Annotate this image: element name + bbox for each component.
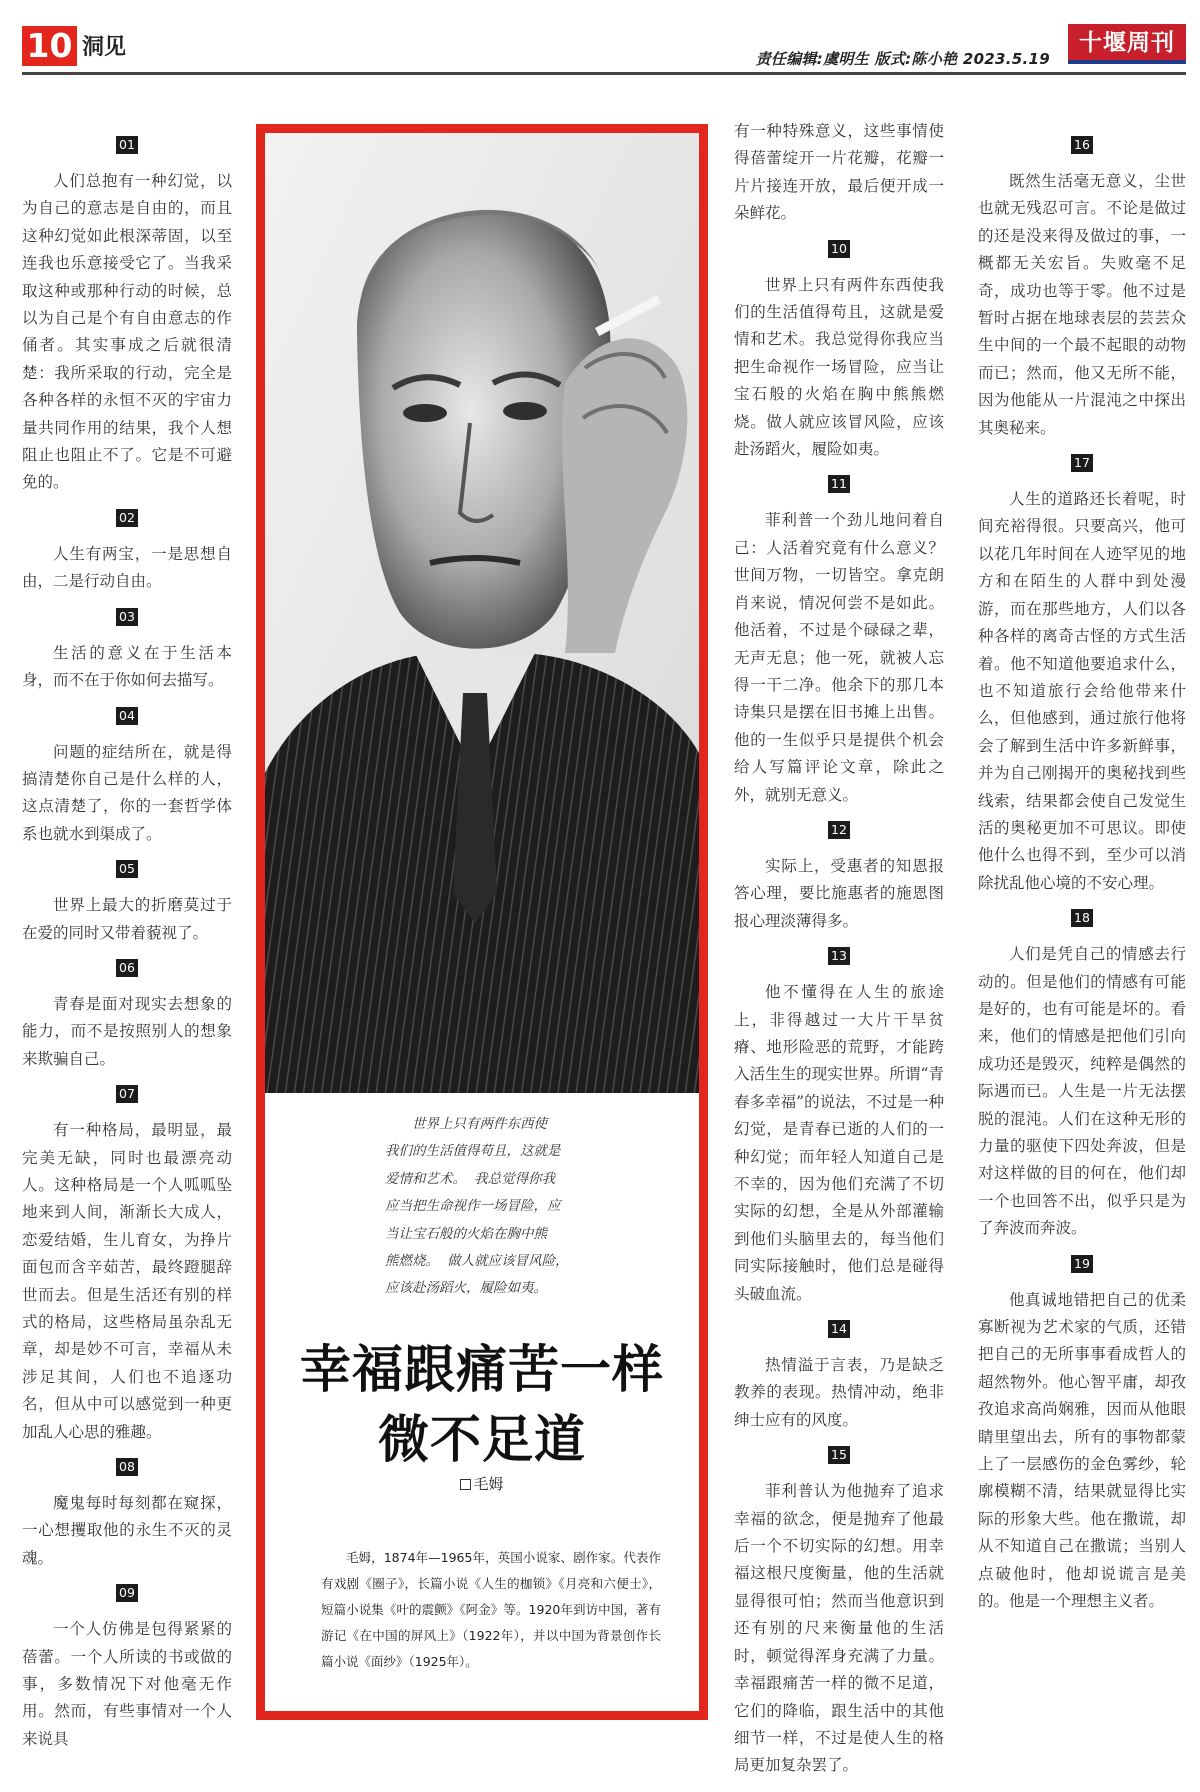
column-3 <box>734 118 944 1792</box>
column-4 <box>978 126 1186 1628</box>
feature-panel <box>256 124 708 1720</box>
section-number: 10 <box>828 240 850 258</box>
section-number: 05 <box>116 860 138 878</box>
section-text: 热情溢于言表，乃是缺乏教养的表现。热情冲动，绝非绅士应有的风度。 <box>734 1356 944 1429</box>
section-text: 生活的意义在于生活本身，而不在于你如何去描写。 <box>22 643 232 690</box>
section-number: 14 <box>828 1320 850 1338</box>
masthead-logo: 十堰周刊 <box>1068 24 1186 64</box>
section-text: 青春是面对现实去想象的能力，而不是按照别人的想象来欺骗自己。 <box>22 994 232 1068</box>
section-number: 11 <box>828 475 850 493</box>
pull-quote-line: 熊燃烧。 做人就应该冒风险， <box>385 1253 569 1270</box>
section-number: 16 <box>1071 136 1093 154</box>
page-number: 10 <box>22 26 77 66</box>
section-number: 13 <box>828 947 850 965</box>
pull-quote-line: 应该赴汤蹈火，履险如夷。 <box>385 1280 547 1297</box>
section-number: 09 <box>116 1584 138 1602</box>
headline-line-1: 幸福跟痛苦一样 <box>299 1340 664 1400</box>
section-text: 菲利普认为他抛弃了追求幸福的欲念，便是抛弃了他最后一个不切实际的幻想。用幸福这根尺度衡量，他的生活就显得很可怕；然而当他意识到还有别的尺来衡量他的生活时，顿觉得浑身充满了力量。幸福跟痛苦一样的微不足道，它们的降临，跟生活中的其他细节一样，不过是使人生的格局更加复杂罢了。 <box>734 1482 944 1775</box>
section-text: 人生的道路还长着呢，时间充裕得很。只要高兴，他可以花几年时间在人迹罕见的地方和在陌生的人群中到处漫游，而在那些地方，人们以各种各样的离奇古怪的方式生活着。他不知道他要追求什么，也不知道旅行会给他带来什么，但他感到，通过旅行他将会了解到生活中许多新鲜事，并为自己刚揭开的奥秘找到些线索，结果都会使自己发觉生活的奥秘更加不可思议。即使他什么也得不到，至少可以消除扰乱他心境的不安心理。 <box>978 490 1186 892</box>
column-1 <box>22 126 232 1765</box>
section-number: 18 <box>1071 909 1093 927</box>
pull-quote <box>385 1111 585 1303</box>
section-text: 菲利普一个劲儿地问着自己：人活着究竟有什么意义？世间万物，一切皆空。拿克朗肖来说，情况何尝不是如此。他活着，不过是个碌碌之辈，无声无息；他一死，就被人忘得一干二净。他余下的那几本诗集只是摆在旧书摊上出售。他的一生似乎只是提供个机会给人写篇评论文章，除此之外，就别无意义。 <box>734 511 944 804</box>
author-name: 毛姆 <box>473 1475 504 1493</box>
section-text: 人们总抱有一种幻觉，以为自己的意志是自由的，而且这种幻觉如此根深蒂固，以至连我也乐意接受它了。当我采取这种或那种行动的时候，总以为自己是个有自由意志的作俑者。其实事成之后就很清楚：我所采取的行动，完全是各种各样的永恒不灭的宇宙力量共同作用的结果，我个人想阻止也阻止不了。它是不可避免的。 <box>22 172 232 492</box>
pull-quote-line: 世界上只有两件东西使 <box>412 1116 547 1132</box>
section-number: 01 <box>116 136 138 154</box>
author-bio: 毛姆，1874年—1965年，英国小说家、剧作家。代表作有戏剧《圈子》，长篇小说《人生的枷锁》《月亮和六便士》，短篇小说集《叶的震颤》《阿金》等。1920年到访中国，著有游记《在中国的屏风上》（1922年），并以中国为背景创作长篇小说《面纱》（1925年）。 <box>321 1550 661 1669</box>
section-text: 有一种格局，最明显，最完美无缺，同时也最漂亮动人。这种格局是一个人呱呱坠地来到人间，渐渐长大成人，恋爱结婚，生儿育女，为挣片面包而含辛茹苦，最终蹬腿辞世而去。但是生活还有别的样式的格局，这些格局虽杂乱无章，却是妙不可言，幸福从未涉足其间，人们也不追逐功名，但从中可以感觉到一种更加乱人心思的雅趣。 <box>22 1121 232 1441</box>
headline-line-2: 微不足道 <box>377 1410 586 1470</box>
section-number: 08 <box>116 1458 138 1476</box>
section-text: 人们是凭自己的情感去行动的。但是他们的情感有可能是好的，也有可能是坏的。看来，他们的情感是把他们引向成功还是毁灭，纯粹是偶然的际遇而已。人生是一片无法摆脱的混沌。人们在这种无形的力量的驱使下四处奔波，但是对这样做的目的何在，他们却一个也回答不出，似乎只是为了奔波而奔波。 <box>978 945 1186 1238</box>
section-number: 04 <box>116 707 138 725</box>
section-text: 魔鬼每时每刻都在窥探，一心想攫取他的永生不灭的灵魂。 <box>22 1494 232 1567</box>
section-number: 15 <box>828 1446 850 1464</box>
section-number: 06 <box>116 959 138 977</box>
section-text: 他不懂得在人生的旅途上，非得越过一大片干旱贫瘠、地形险恶的荒野，才能跨入活生生的现实世界。所谓“青春多幸福”的说法，不过是一种幻觉，是青春已逝的人们的一种幻觉；而年轻人知道自己是不幸的，因为他们充满了不切实际的幻想，全是从外部灌输到他们头脑里去的，每当他们同实际接触时，他们总是碰得头破血流。 <box>734 983 944 1303</box>
page-header <box>22 22 1186 74</box>
section-number: 02 <box>116 509 138 527</box>
portrait-illustration <box>265 133 699 1093</box>
section-text: 他真诚地错把自己的优柔寡断视为艺术家的气质，还错把自己的无所事事看成哲人的超然物外。他心智平庸，却孜孜追求高尚娴雅，因而从他眼睛里望出去，所有的事物都蒙上了一层感伤的金色雾纱，轮廓模糊不清，结果就显得比实际的形象大些。他在撒谎，却从不知道自己在撒谎；当别人点破他时，他却说谎言是美的。他是一个理想主义者。 <box>978 1290 1186 1611</box>
section-number: 17 <box>1071 454 1093 472</box>
article-headline <box>265 1335 699 1475</box>
section-text: 实际上，受惠者的知恩报答心理，要比施惠者的施恩图报心理淡薄得多。 <box>734 856 944 930</box>
byline-box-icon <box>460 1479 471 1490</box>
section-text: 人生有两宝，一是思想自由，二是行动自由。 <box>22 544 232 591</box>
section-number: 03 <box>116 608 138 626</box>
section-text: 既然生活毫无意义，尘世也就无残忍可言。不论是做过的还是没来得及做过的事，一概都无关宏旨。失败毫不足奇，成功也等于零。他不过是暂时占据在地球表层的芸芸众生中间的一个最不起眼的动物而已；然而，他又无所不能，因为他能从一片混沌之中探出其奥秘来。 <box>978 172 1186 437</box>
section-number: 19 <box>1071 1255 1093 1273</box>
section-text: 一个人仿佛是包得紧紧的蓓蕾。一个人所读的书或做的事，多数情况下对他毫无作用。然而，有些事情对一个人来说具 <box>22 1620 232 1748</box>
section-text: 问题的症结所在，就是得搞清楚你自己是什么样的人，这点清楚了，你的一套哲学体系也就水到渠成了。 <box>22 742 232 843</box>
pull-quote-line: 我们的生活值得苟且，这就是 <box>385 1143 561 1160</box>
section-number: 07 <box>116 1085 138 1103</box>
section-text-continued: 有一种特殊意义，这些事情使得蓓蕾绽开一片花瓣，花瓣一片片接连开放，最后便开成一朵鲜花。 <box>734 122 944 223</box>
author-portrait-photo <box>265 133 699 1093</box>
editor-credits: 责任编辑:虞明生 版式:陈小艳 2023.5.19 <box>755 50 1050 68</box>
pull-quote-line: 应当把生命视作一场冒险，应 <box>385 1198 561 1215</box>
header-rule <box>22 72 1186 75</box>
pull-quote-line: 爱情和艺术。 我总觉得你我 <box>385 1170 556 1187</box>
section-text: 世界上只有两件东西使我们的生活值得苟且，这就是爱情和艺术。我总觉得你我应当把生命视作一场冒险，应当让宝石般的火焰在胸中熊熊燃烧。做人就应该冒风险，应该赴汤蹈火，履险如夷。 <box>734 275 944 459</box>
pull-quote-line: 当让宝石般的火焰在胸中熊 <box>385 1225 547 1242</box>
author-byline <box>265 1473 699 1494</box>
section-number: 12 <box>828 821 850 839</box>
section-title: 洞见 <box>82 35 127 60</box>
section-text: 世界上最大的折磨莫过于在爱的同时又带着藐视了。 <box>22 896 232 942</box>
